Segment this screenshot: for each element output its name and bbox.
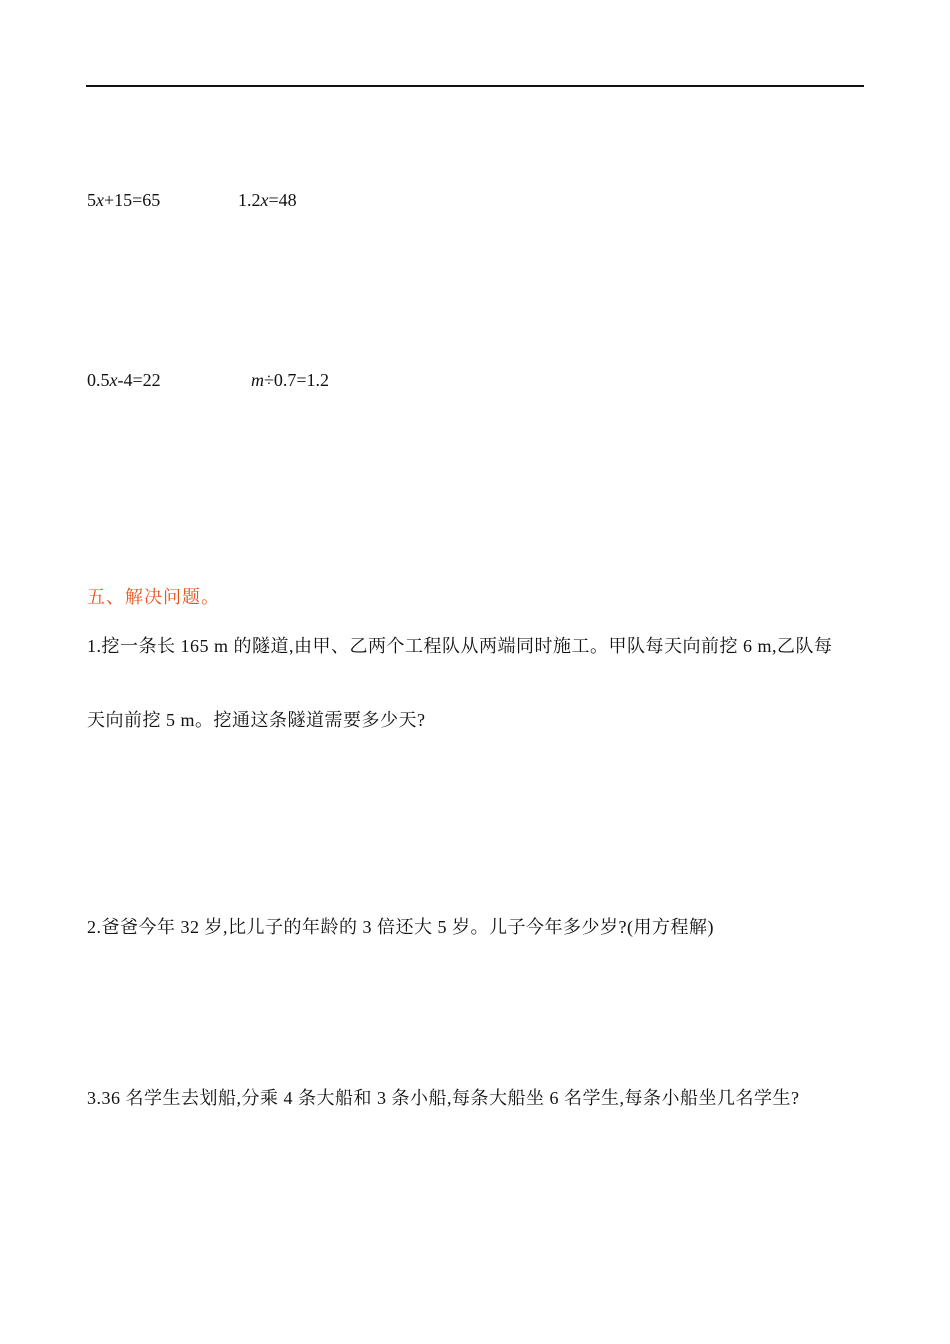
question-2: 2.爸爸今年 32 岁,比儿子的年龄的 3 倍还大 5 岁。儿子今年多少岁?(用方程解) xyxy=(87,917,714,937)
equation-2-coefficient: 1.2 xyxy=(238,190,261,210)
equation-1-variable: x xyxy=(96,190,104,210)
question-1-line-1: 1.挖一条长 165 m 的隧道,由甲、乙两个工程队从两端同时施工。甲队每天向前挖 6 m,乙队每 xyxy=(87,636,833,656)
equation-2-variable: x xyxy=(260,190,269,210)
equation-3-rest: -4=22 xyxy=(117,370,161,390)
equation-4-rest: ÷0.7=1.2 xyxy=(264,370,330,390)
equation-1-rest: +15=65 xyxy=(104,190,161,210)
equation-3-coefficient: 0.5 xyxy=(87,370,110,390)
question-1-line-2: 天向前挖 5 m。挖通这条隧道需要多少天? xyxy=(87,710,426,730)
question-3: 3.36 名学生去划船,分乘 4 条大船和 3 条小船,每条大船坐 6 名学生,每条小船坐几名学生? xyxy=(87,1088,800,1108)
section-title: 五、解决问题。 xyxy=(87,587,220,608)
equation-4-variable: m xyxy=(251,370,264,390)
equation-2 xyxy=(238,188,297,212)
equation-3-variable: x xyxy=(109,370,118,390)
equation-4 xyxy=(251,368,329,392)
equation-1 xyxy=(87,188,160,212)
equation-1-coefficient: 5 xyxy=(87,190,96,210)
equation-2-rest: =48 xyxy=(268,190,297,210)
equation-3 xyxy=(87,368,161,392)
header-rule xyxy=(86,85,864,87)
